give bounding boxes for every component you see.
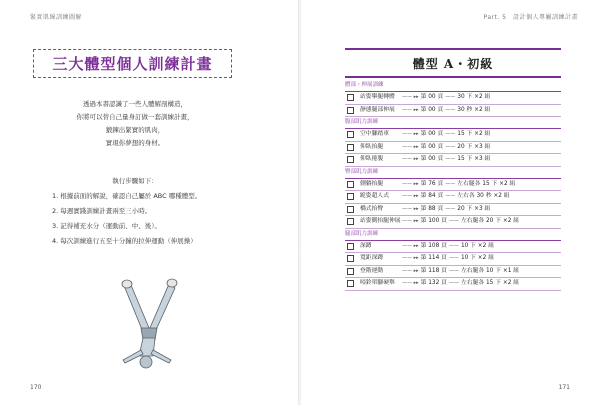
exercise-name: 深蹲 (360, 242, 372, 249)
dash-icon: —— (445, 180, 456, 187)
exercise-detail: 左右腿各 10 下 ×1 組 (460, 267, 520, 274)
exercise-name: 空中腳踏車 (360, 131, 389, 137)
exercise-name: 仰臥抬腿 (360, 143, 384, 150)
dash-icon: —— (448, 280, 459, 286)
arrow-icon: —— ▸▸ (402, 280, 419, 286)
checkbox-icon[interactable] (347, 268, 354, 275)
dash-icon: —— (445, 193, 456, 199)
exercise-detail: 左右腿各 15 下 ×2 組 (460, 280, 520, 286)
exercise-detail: 30 下 ×2 組 (457, 94, 491, 100)
exercise-detail: 20 下 ×3 組 (457, 205, 491, 212)
dash-icon: —— (445, 94, 456, 100)
exercise-row (345, 266, 561, 279)
dash-icon: —— (448, 255, 459, 261)
checkbox-icon[interactable] (347, 255, 354, 262)
exercise-row (345, 154, 561, 167)
exercise-detail: 30 秒 ×2 組 (457, 106, 491, 113)
exercise-row (345, 92, 561, 105)
checkbox-icon[interactable] (347, 107, 354, 114)
exercise-page: 第 118 頁 (420, 267, 447, 274)
arrow-icon: —— ▸▸ (402, 205, 419, 212)
exercise-name: 橋式抬臀 (360, 205, 384, 212)
exercise-detail: 10 下 ×2 組 (460, 242, 494, 249)
running-head-right: Part. 5 設計個人專屬訓練計畫 (483, 14, 578, 21)
arrow-icon: —— ▸▸ (402, 218, 419, 224)
section-label: 腹部肌力訓練 (345, 117, 561, 129)
dash-icon: —— (445, 106, 456, 113)
arrow-icon: —— ▸▸ (402, 94, 419, 100)
exercise-page: 第 114 頁 (420, 255, 447, 261)
checkbox-icon[interactable] (347, 144, 354, 151)
step-item: 1. 根據前面的解說，確認自己屬於 ABC 哪種體型。 (52, 192, 202, 200)
arrow-icon: —— ▸▸ (402, 193, 419, 199)
intro-line: 鍛鍊出緊實的肌肉， (105, 126, 165, 134)
left-page (0, 0, 299, 405)
exercise-page: 第 108 頁 (420, 242, 447, 249)
exercise-page: 第 00 頁 (420, 131, 444, 137)
exercise-row (345, 142, 561, 155)
dash-icon: —— (448, 267, 459, 274)
exercise-page: 第 100 頁 (420, 218, 447, 224)
exercise-name: 啞鈴單腳硬舉 (360, 280, 395, 286)
plan-title: 體型 A・初級 (345, 48, 561, 78)
dash-icon: —— (448, 242, 459, 249)
exercise-page: 第 00 頁 (420, 106, 444, 113)
exercise-detail: 左右腿各 20 下 ×2 組 (460, 218, 520, 224)
checkbox-icon[interactable] (347, 206, 354, 213)
exercise-page: 第 132 頁 (420, 280, 447, 286)
intro-text (40, 98, 230, 150)
arrow-icon: —— ▸▸ (402, 255, 419, 261)
exercise-name: 寬距深蹲 (360, 255, 384, 261)
checkbox-icon[interactable] (347, 94, 354, 101)
exercise-name: 登階運動 (360, 267, 384, 274)
exercise-row (345, 105, 561, 118)
arrow-icon: —— ▸▸ (402, 131, 419, 137)
step-item: 3. 記得補充水分（運動前、中、後）。 (52, 222, 162, 230)
exercise-detail: 15 下 ×2 組 (457, 131, 491, 137)
woman-leg-raise-figure (105, 270, 195, 370)
exercise-row (345, 204, 561, 217)
dash-icon: —— (448, 218, 459, 224)
exercise-page: 第 00 頁 (420, 143, 444, 150)
checkbox-icon[interactable] (347, 243, 354, 250)
arrow-icon: —— ▸▸ (402, 156, 419, 162)
exercise-detail: 左右各 30 秒 ×2 組 (457, 193, 510, 199)
page-number-right: 171 (558, 384, 570, 391)
arrow-icon: —— ▸▸ (402, 180, 419, 187)
exercise-detail: 20 下 ×3 組 (457, 143, 491, 150)
arrow-icon: —— ▸▸ (402, 242, 419, 249)
steps-list (52, 192, 252, 252)
exercise-name: 仰臥捲腹 (360, 156, 384, 162)
page-title: 三大體型個人訓練計畫 (33, 49, 232, 78)
exercise-page: 第 00 頁 (420, 156, 444, 162)
exercise-row (345, 129, 561, 142)
exercise-detail: 10 下 ×2 組 (460, 255, 494, 261)
exercise-row (345, 278, 561, 291)
dash-icon: —— (445, 156, 456, 162)
checkbox-icon[interactable] (347, 280, 354, 287)
checkbox-icon[interactable] (347, 181, 354, 188)
exercise-page: 第 88 頁 (420, 205, 444, 212)
exercise-name: 站姿擧腿轉體 (360, 94, 395, 100)
arrow-icon: —— ▸▸ (402, 106, 419, 113)
checkbox-icon[interactable] (347, 156, 354, 163)
arrow-icon: —— ▸▸ (402, 267, 419, 274)
intro-line: 透過本書認識了一些人體解剖構造， (83, 100, 187, 108)
exercise-row (345, 241, 561, 254)
exercise-name: 側躺抬腿 (360, 180, 384, 187)
exercise-page: 第 76 頁 (420, 180, 444, 187)
arrow-icon: —— ▸▸ (402, 143, 419, 150)
checkbox-icon[interactable] (347, 218, 354, 225)
exercise-detail: 左右腿各 15 下 ×2 組 (457, 180, 516, 187)
step-item: 4. 每次訓練進行五至十分鐘的拉伸運動（伸展操） (52, 237, 197, 245)
section-label: 腿部肌力訓練 (345, 229, 561, 241)
intro-line: 你將可以替自己量身訂做一套訓練計畫， (76, 113, 194, 121)
section-label: 體部・伸展訓練 (345, 80, 561, 92)
running-head-left: 緊實肌線訓練圖解 (30, 14, 83, 21)
exercise-page: 第 84 頁 (420, 193, 444, 199)
step-item: 2. 每週實踐訓練計畫兩至三小時。 (52, 207, 152, 215)
exercise-detail: 15 下 ×3 組 (457, 156, 491, 162)
page-number-left: 170 (30, 384, 42, 391)
exercise-row (345, 253, 561, 266)
checkbox-icon[interactable] (347, 131, 354, 138)
training-plan-table (345, 80, 561, 291)
dash-icon: —— (445, 131, 456, 137)
intro-line: 實現你夢想的身材。 (105, 139, 165, 147)
exercise-page: 第 00 頁 (420, 94, 444, 100)
section-label: 臀部肌力訓練 (345, 167, 561, 179)
exercise-row (345, 179, 561, 192)
dash-icon: —— (445, 143, 456, 150)
exercise-name: 靜態腿部伸展 (360, 106, 395, 113)
exercise-row (345, 191, 561, 204)
exercise-name: 站姿側抬腿伸展 (360, 218, 401, 224)
exercise-row (345, 216, 561, 229)
dash-icon: —— (445, 205, 456, 212)
checkbox-icon[interactable] (347, 193, 354, 200)
exercise-name: 跪姿超人式 (360, 193, 389, 199)
steps-heading: 執行步驟如下： (112, 177, 158, 185)
